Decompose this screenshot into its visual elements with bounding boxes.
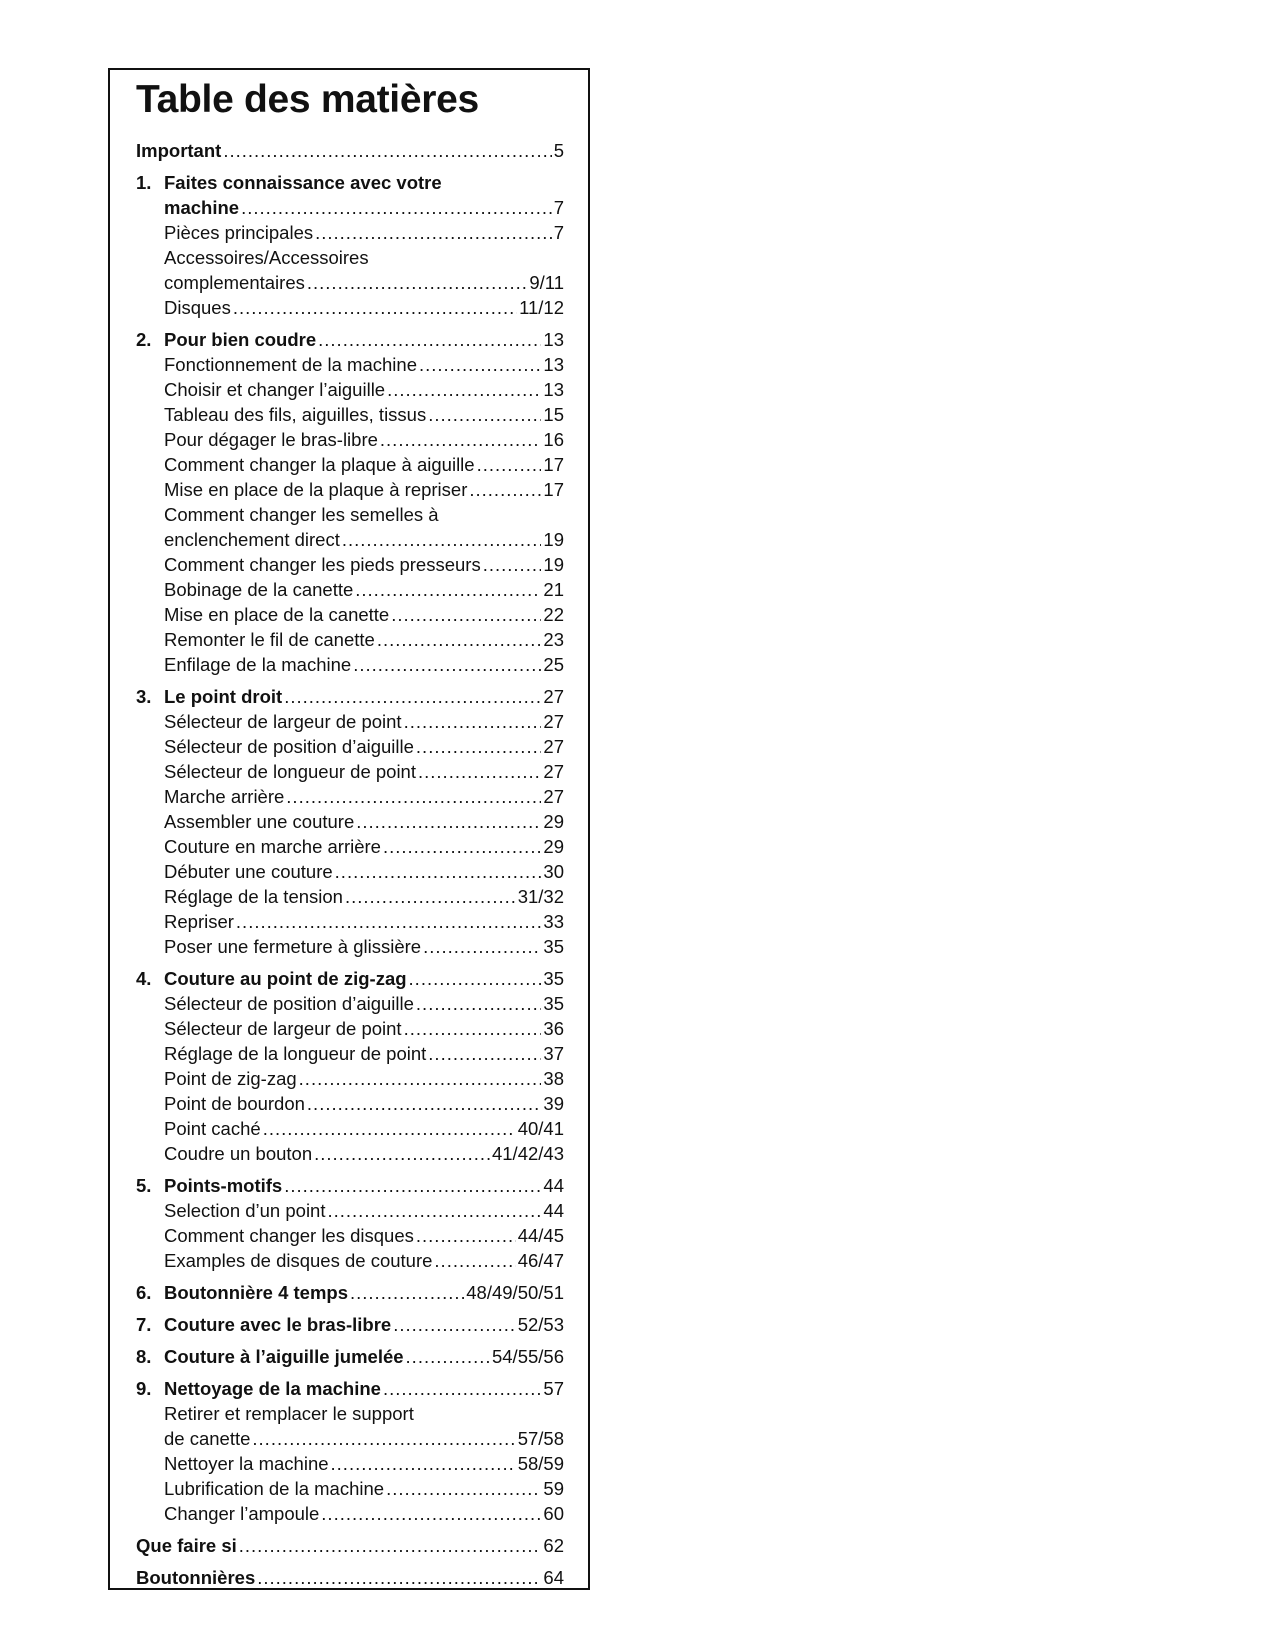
toc-subentry <box>136 352 564 377</box>
dot-leader <box>252 1426 515 1451</box>
dot-leader <box>307 270 527 295</box>
dot-leader <box>307 1091 542 1116</box>
dot-leader <box>315 220 552 245</box>
toc-entry-label: Bobinage de la canette <box>164 579 354 600</box>
dot-leader <box>386 1476 541 1501</box>
toc-subentry <box>136 527 564 552</box>
toc-page-number: 13 <box>543 329 564 350</box>
dot-leader <box>263 1116 516 1141</box>
toc-subentry <box>136 991 564 1016</box>
toc-entry-label: complementaires <box>164 272 305 293</box>
toc-entry-number: 7. <box>136 1314 152 1335</box>
toc-subentry <box>136 1066 564 1091</box>
toc-page-number: 39 <box>543 1093 564 1114</box>
toc-subentry <box>136 884 564 909</box>
toc-subentry <box>136 909 564 934</box>
toc-page-number: 35 <box>543 968 564 989</box>
dot-leader <box>318 327 541 352</box>
toc-page-number: 57 <box>543 1378 564 1399</box>
toc-subentry <box>136 577 564 602</box>
dot-leader <box>380 427 542 452</box>
dot-leader <box>409 966 542 991</box>
dot-leader <box>416 991 542 1016</box>
toc-page-number: 25 <box>543 654 564 675</box>
dot-leader <box>350 1280 464 1305</box>
toc-section-entry <box>136 684 564 709</box>
toc-entry-label: Couture en marche arrière <box>164 836 381 857</box>
dot-leader <box>335 859 542 884</box>
dot-leader <box>383 1376 541 1401</box>
toc-entry-label: Fonctionnement de la machine <box>164 354 417 375</box>
toc-entry-label: Point de bourdon <box>164 1093 305 1114</box>
dot-leader <box>236 909 542 934</box>
toc-entry-label: Retirer et remplacer le support <box>164 1403 414 1424</box>
toc-page-number: 15 <box>543 404 564 425</box>
toc-section-entry <box>136 195 564 220</box>
toc-page-number: 41/42/43 <box>491 1143 564 1164</box>
toc-entry-label: Pour dégager le bras-libre <box>164 429 378 450</box>
toc-page-number: 58/59 <box>517 1453 564 1474</box>
dot-leader <box>483 552 542 577</box>
dot-leader <box>327 1198 541 1223</box>
toc-subentry <box>136 1401 564 1426</box>
toc-entry-label: Couture avec le bras-libre <box>164 1314 392 1335</box>
toc-entry-number: 9. <box>136 1378 152 1399</box>
toc-entry-number: 2. <box>136 329 152 350</box>
toc-page-number: 27 <box>543 711 564 732</box>
dot-leader <box>434 1248 515 1273</box>
toc-subentry <box>136 427 564 452</box>
dot-leader <box>321 1501 541 1526</box>
table-of-contents-box <box>108 68 590 1590</box>
dot-leader <box>331 1451 516 1476</box>
dot-leader <box>428 1041 541 1066</box>
toc-page-number: 44/45 <box>517 1225 564 1246</box>
toc-page-number: 62 <box>543 1535 564 1556</box>
toc-subentry <box>136 477 564 502</box>
toc-page-number: 46/47 <box>517 1250 564 1271</box>
toc-subentry <box>136 1116 564 1141</box>
dot-leader <box>477 452 542 477</box>
dot-leader <box>241 195 552 220</box>
toc-page-number: 23 <box>543 629 564 650</box>
toc-page-number: 31/32 <box>517 886 564 907</box>
dot-leader <box>314 1141 490 1166</box>
toc-page-number: 59 <box>543 1478 564 1499</box>
toc-subentry <box>136 759 564 784</box>
dot-leader <box>418 759 541 784</box>
toc-subentry <box>136 1198 564 1223</box>
toc-page-number: 13 <box>543 354 564 375</box>
toc-subentry <box>136 1141 564 1166</box>
dot-leader <box>387 377 541 402</box>
toc-page-number: 35 <box>543 993 564 1014</box>
toc-entry-label: Sélecteur de position d’aiguille <box>164 736 414 757</box>
toc-subentry <box>136 809 564 834</box>
toc-page-number: 37 <box>543 1043 564 1064</box>
toc-subentry <box>136 220 564 245</box>
toc-section-entry <box>136 170 564 195</box>
toc-entry-label: Sélecteur de position d’aiguille <box>164 993 414 1014</box>
toc-page-number: 7 <box>553 197 564 218</box>
toc-entry-label: Choisir et changer l’aiguille <box>164 379 386 400</box>
dot-leader <box>284 684 541 709</box>
toc-subentry <box>136 1426 564 1451</box>
toc-subentry <box>136 1016 564 1041</box>
toc-entry-label: Accessoires/Accessoires <box>164 247 369 268</box>
toc-entry-label: Repriser <box>164 911 234 932</box>
toc-subentry <box>136 1501 564 1526</box>
dot-leader <box>299 1066 542 1091</box>
dot-leader <box>393 1312 515 1337</box>
toc-subentry <box>136 377 564 402</box>
toc-entry-label: Disques <box>164 297 231 318</box>
dot-leader <box>391 602 541 627</box>
toc-section-entry <box>136 1376 564 1401</box>
toc-subentry <box>136 452 564 477</box>
dot-leader <box>356 809 541 834</box>
toc-page-number: 36 <box>543 1018 564 1039</box>
toc-subentry <box>136 1451 564 1476</box>
toc-entry-label: Sélecteur de largeur de point <box>164 711 402 732</box>
dot-leader <box>404 1016 542 1041</box>
toc-section-entry <box>136 1533 564 1558</box>
toc-entry-label: Sélecteur de longueur de point <box>164 761 416 782</box>
toc-entry-label: Réglage de la tension <box>164 886 343 907</box>
toc-section-entry <box>136 1312 564 1337</box>
toc-subentry <box>136 552 564 577</box>
dot-leader <box>423 934 541 959</box>
toc-entry-label: Nettoyage de la machine <box>164 1378 381 1399</box>
toc-entry-label: Le point droit <box>164 686 283 707</box>
toc-entry-number: 8. <box>136 1346 152 1367</box>
toc-subentry <box>136 602 564 627</box>
toc-entry-label: Poser une fermeture à glissière <box>164 936 422 957</box>
dot-leader <box>284 1173 541 1198</box>
toc-page-number: 17 <box>543 479 564 500</box>
toc-page-number: 54/55/56 <box>491 1346 564 1367</box>
dot-leader <box>377 627 542 652</box>
toc-section-entry <box>136 1173 564 1198</box>
toc-entry-label: Comment changer les pieds presseurs <box>164 554 481 575</box>
toc-entry-label: Pour bien coudre <box>164 329 317 350</box>
toc-entry-label: Faites connaissance avec votre <box>164 172 442 193</box>
toc-entry-label: Comment changer les disques <box>164 1225 414 1246</box>
toc-page-number: 29 <box>543 811 564 832</box>
toc-entry-label: Sélecteur de largeur de point <box>164 1018 402 1039</box>
toc-page-number: 22 <box>543 604 564 625</box>
dot-leader <box>404 709 542 734</box>
toc-subentry <box>136 709 564 734</box>
toc-page-number: 27 <box>543 786 564 807</box>
dot-leader <box>286 784 541 809</box>
toc-entry-number: 6. <box>136 1282 152 1303</box>
toc-entry-label: Boutonnières <box>136 1567 256 1588</box>
toc-entry-label: Important <box>136 140 222 161</box>
toc-entry-label: Pièces principales <box>164 222 314 243</box>
toc-subentry <box>136 934 564 959</box>
toc-page-number: 16 <box>543 429 564 450</box>
toc-section-entry <box>136 1344 564 1369</box>
dot-leader <box>353 652 541 677</box>
dot-leader <box>419 352 541 377</box>
toc-entry-label: Tableau des fils, aiguilles, tissus <box>164 404 427 425</box>
toc-subentry <box>136 502 564 527</box>
toc-subentry <box>136 1091 564 1116</box>
toc-entry-label: de canette <box>164 1428 251 1449</box>
toc-subentry <box>136 784 564 809</box>
dot-leader <box>345 884 516 909</box>
toc-entry-label: Comment changer les semelles à <box>164 504 439 525</box>
toc-entry-label: Examples de disques de couture <box>164 1250 433 1271</box>
toc-entry-label: Marche arrière <box>164 786 285 807</box>
toc-entry-label: Mise en place de la canette <box>164 604 390 625</box>
toc-page-number: 27 <box>543 761 564 782</box>
toc-section-entry <box>136 966 564 991</box>
toc-page-number: 30 <box>543 861 564 882</box>
toc-page-number: 17 <box>543 454 564 475</box>
toc-page-number: 13 <box>543 379 564 400</box>
dot-leader <box>355 577 541 602</box>
toc-subentry <box>136 627 564 652</box>
toc-entry-label: Enfilage de la machine <box>164 654 352 675</box>
toc-entry-label: Couture au point de zig-zag <box>164 968 407 989</box>
toc-subentry <box>136 734 564 759</box>
toc-entry-number: 5. <box>136 1175 152 1196</box>
dot-leader <box>239 1533 542 1558</box>
toc-page-number: 52/53 <box>517 1314 564 1335</box>
toc-entry-label: Changer l’ampoule <box>164 1503 320 1524</box>
toc-page-number: 19 <box>543 529 564 550</box>
toc-section-entry <box>136 1565 564 1590</box>
toc-entry-label: Lubrification de la machine <box>164 1478 385 1499</box>
toc-page-number: 57/58 <box>517 1428 564 1449</box>
toc-entry-label: Débuter une couture <box>164 861 333 882</box>
toc-subentry <box>136 270 564 295</box>
toc-subentry <box>136 402 564 427</box>
toc-page-number: 48/49/50/51 <box>466 1282 564 1303</box>
toc-entry-label: Point caché <box>164 1118 261 1139</box>
dot-leader <box>469 477 541 502</box>
toc-entry-label: Points-motifs <box>164 1175 283 1196</box>
toc-entry-label: Nettoyer la machine <box>164 1453 329 1474</box>
toc-page-number: 40/41 <box>517 1118 564 1139</box>
toc-page-number: 33 <box>543 911 564 932</box>
toc-entry-label: Réglage de la longueur de point <box>164 1043 427 1064</box>
toc-subentry <box>136 652 564 677</box>
toc-page-number: 35 <box>543 936 564 957</box>
toc-page-number: 19 <box>543 554 564 575</box>
toc-section-entry <box>136 138 564 163</box>
toc-subentry <box>136 1248 564 1273</box>
toc-page-number: 9/11 <box>529 272 564 293</box>
toc-section-entry <box>136 327 564 352</box>
toc-entry-label: Couture à l’aiguille jumelée <box>164 1346 404 1367</box>
toc-list <box>136 138 564 1590</box>
dot-leader <box>416 1223 516 1248</box>
toc-subentry <box>136 834 564 859</box>
toc-subentry <box>136 245 564 270</box>
toc-page-number: 38 <box>543 1068 564 1089</box>
toc-section-entry <box>136 1280 564 1305</box>
toc-entry-label: machine <box>164 197 240 218</box>
toc-entry-label: Remonter le fil de canette <box>164 629 375 650</box>
toc-page-number: 27 <box>543 686 564 707</box>
toc-entry-number: 1. <box>136 172 152 193</box>
dot-leader <box>223 138 551 163</box>
toc-subentry <box>136 1041 564 1066</box>
toc-page-number: 44 <box>543 1175 564 1196</box>
toc-entry-label: enclenchement direct <box>164 529 340 550</box>
toc-entry-number: 3. <box>136 686 152 707</box>
toc-page-number: 7 <box>553 222 564 243</box>
toc-entry-label: Mise en place de la plaque à repriser <box>164 479 468 500</box>
toc-page-number: 5 <box>553 140 564 161</box>
toc-page-number: 64 <box>543 1567 564 1588</box>
dot-leader <box>428 402 541 427</box>
dot-leader <box>233 295 517 320</box>
toc-entry-label: Selection d’un point <box>164 1200 326 1221</box>
toc-page-number: 60 <box>543 1503 564 1524</box>
page-title: Table des matières <box>136 78 479 121</box>
dot-leader <box>383 834 541 859</box>
toc-entry-label: Coudre un bouton <box>164 1143 313 1164</box>
toc-entry-label: Assembler une couture <box>164 811 355 832</box>
dot-leader <box>342 527 542 552</box>
toc-page-number: 11/12 <box>519 297 564 318</box>
toc-page-number: 27 <box>543 736 564 757</box>
toc-subentry <box>136 1223 564 1248</box>
toc-entry-label: Boutonnière 4 temps <box>164 1282 348 1303</box>
dot-leader <box>257 1565 541 1590</box>
toc-entry-label: Que faire si <box>136 1535 237 1556</box>
toc-page-number: 21 <box>543 579 564 600</box>
toc-subentry <box>136 295 564 320</box>
dot-leader <box>416 734 542 759</box>
toc-subentry <box>136 1476 564 1501</box>
toc-entry-label: Point de zig-zag <box>164 1068 297 1089</box>
toc-page-number: 29 <box>543 836 564 857</box>
toc-entry-label: Comment changer la plaque à aiguille <box>164 454 475 475</box>
dot-leader <box>406 1344 490 1369</box>
toc-entry-number: 4. <box>136 968 152 989</box>
toc-subentry <box>136 859 564 884</box>
toc-page-number: 44 <box>543 1200 564 1221</box>
